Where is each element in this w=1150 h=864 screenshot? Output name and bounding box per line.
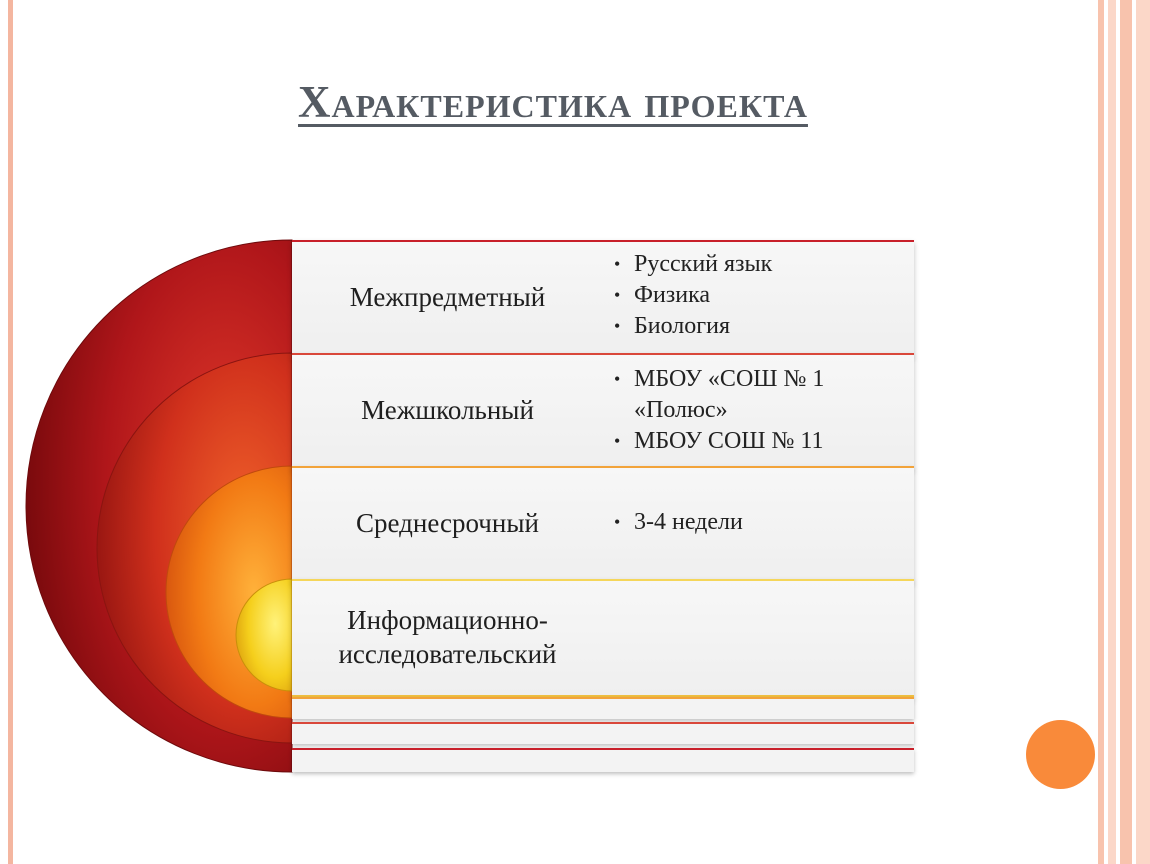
row-divider bbox=[292, 722, 914, 744]
row-label: Межпредметный bbox=[349, 282, 546, 312]
row-label: Среднесрочный bbox=[356, 508, 539, 538]
row-items bbox=[612, 507, 902, 538]
row-label: Информационно-исследовательский bbox=[338, 605, 557, 669]
slide-title: Характеристика проекта bbox=[298, 77, 808, 127]
list-item: • МБОУ СОШ № 11 bbox=[612, 426, 902, 457]
row-divider bbox=[292, 748, 914, 772]
decorative-circle bbox=[1026, 720, 1095, 789]
list-item: • 3-4 недели bbox=[612, 507, 902, 538]
row-divider bbox=[292, 697, 914, 719]
list-item: • МБОУ «СОШ № 1 «Полюс» bbox=[612, 364, 902, 426]
list-item: • Физика bbox=[612, 280, 902, 311]
list-item: • Биология bbox=[612, 311, 902, 342]
list-item: • Русский язык bbox=[612, 249, 902, 280]
row-items bbox=[612, 249, 902, 342]
row-items bbox=[612, 364, 902, 457]
row-label: Межшкольный bbox=[361, 395, 534, 425]
